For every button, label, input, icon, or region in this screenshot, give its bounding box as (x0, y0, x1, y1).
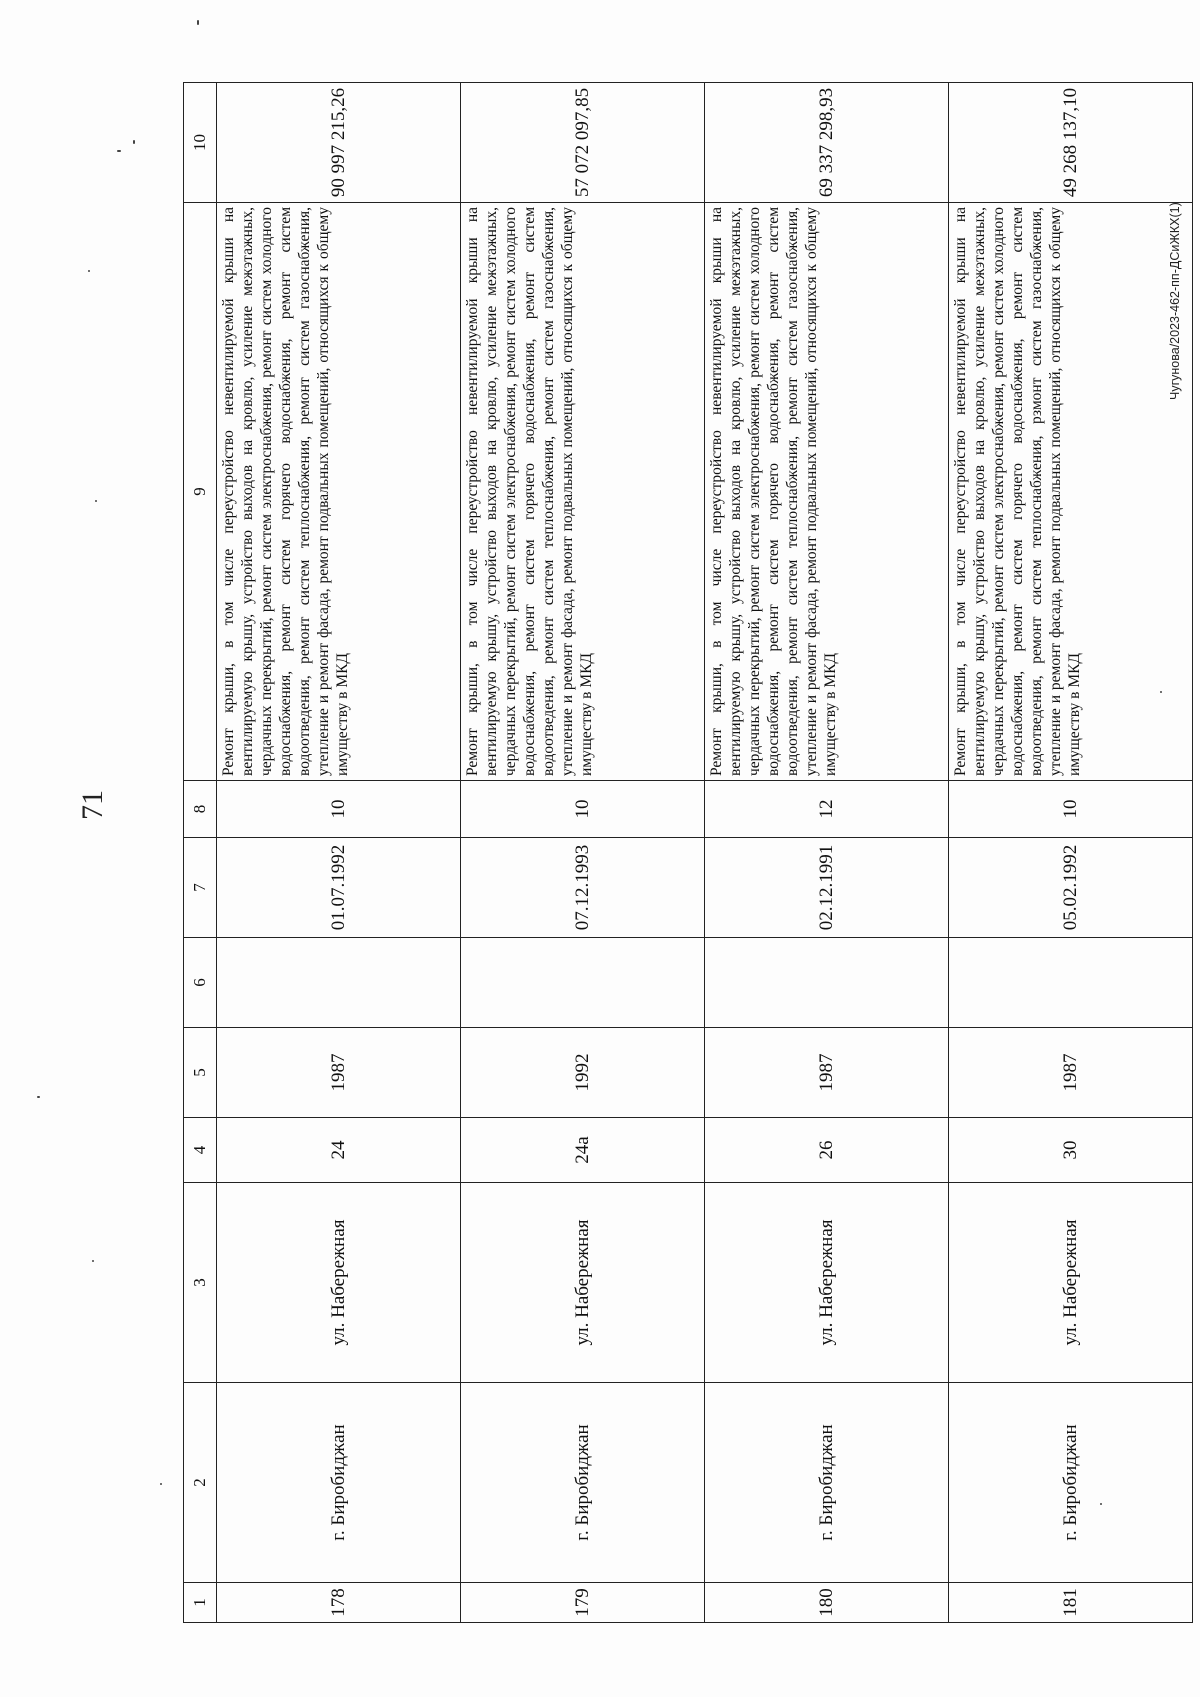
house-cell: 24а (461, 1118, 705, 1183)
document-footer: Чугунова/2023-462-пп-ДСиЖКХ(1) (1168, 202, 1182, 400)
empty-cell (461, 938, 705, 1028)
scan-speck (92, 1260, 94, 1262)
house-cell: 24 (217, 1118, 461, 1183)
col-header-1: 1 (184, 1583, 217, 1623)
street-cell: ул. Набережная (705, 1183, 949, 1383)
city-cell: г. Биробиджан (705, 1383, 949, 1583)
housing-repair-table (183, 82, 1193, 1623)
city-cell: г. Биробиджан (461, 1383, 705, 1583)
col-header-7: 7 (184, 838, 217, 938)
date-cell: 01.07.1992 (217, 838, 461, 938)
rotated-table-wrapper (183, 83, 1193, 1623)
scan-speck (117, 150, 121, 152)
scan-speck (160, 1483, 162, 1485)
col-header-3: 3 (184, 1183, 217, 1383)
row-number: 181 (949, 1583, 1193, 1623)
city-cell: г. Биробиджан (217, 1383, 461, 1583)
cost-cell: 90 997 215,26 (217, 83, 461, 203)
col-header-4: 4 (184, 1118, 217, 1183)
street-cell: ул. Набережная (461, 1183, 705, 1383)
works-cell: Ремонт крыши, в том числе переустройство невентилируемой крыши на вентилируемую крышу, устройство выходов на кровлю, усиление межэтажных, чердачных перекрытий, ремонт систем электроснабжения, ремонт систем холодного водоснабжения, ремонт систем горячего водоснабжения, ремонт систем водоотведения, ремонт систем теплоснабжения, ремонт систем газоснабжения, утепление и ремонт фасада, ремонт подвальных помещений, относящихся к общему имуществу в МКД (705, 203, 949, 781)
floors-cell: 10 (461, 781, 705, 838)
house-cell: 26 (705, 1118, 949, 1183)
floors-cell: 10 (949, 781, 1193, 838)
scan-speck (95, 500, 97, 502)
floors-cell: 12 (705, 781, 949, 838)
works-cell: Ремонт крыши, в том числе переустройство невентилируемой крыши на вентилируемую крышу, устройство выходов на кровлю, усиление межэтажных, чердачных перекрытий, ремонт систем электроснабжения, ремонт систем холодного водоснабжения, ремонт систем горячего водоснабжения, ремонт систем водоотведения, ремонт систем теплоснабжения, ремонт систем газоснабжения, утепление и ремонт фасада, ремонт подвальных помещений, относящихся к общему имуществу в МКД (461, 203, 705, 781)
year-cell: 1987 (217, 1028, 461, 1118)
row-number: 178 (217, 1583, 461, 1623)
col-header-9: 9 (184, 203, 217, 781)
empty-cell (705, 938, 949, 1028)
empty-cell (217, 938, 461, 1028)
year-cell: 1992 (461, 1028, 705, 1118)
scan-speck (1160, 691, 1162, 693)
table-row (217, 83, 461, 1623)
scan-speck (37, 1096, 40, 1098)
year-cell: 1987 (949, 1028, 1193, 1118)
house-cell: 30 (949, 1118, 1193, 1183)
table-row (705, 83, 949, 1623)
table-row (949, 83, 1193, 1623)
row-number: 179 (461, 1583, 705, 1623)
page-number: 71 (76, 790, 109, 820)
scan-speck (197, 20, 199, 25)
scan-speck (88, 270, 90, 272)
cost-cell: 49 268 137,10 (949, 83, 1193, 203)
col-header-2: 2 (184, 1383, 217, 1583)
works-cell: Ремонт крыши, в том числе переустройство невентилируемой крыши на вентилируемую крышу, устройство выходов на кровлю, усиление межэтажных, чердачных перекрытий, ремонт систем электроснабжения, ремонт систем холодного водоснабжения, ремонт систем горячего водоснабжения, ремонт систем водоотведения, ремонт систем теплоснабжения, рзмонт систем газоснабжения, утепление и ремонт фасада, ремонт подвальных помещений, относящихся к общему имуществу в МКД (949, 203, 1193, 781)
date-cell: 02.12.1991 (705, 838, 949, 938)
scan-speck (1100, 1503, 1102, 1505)
empty-cell (949, 938, 1193, 1028)
scan-speck (133, 140, 135, 144)
city-cell: г. Биробиджан (949, 1383, 1193, 1583)
floors-cell: 10 (217, 781, 461, 838)
cost-cell: 69 337 298,93 (705, 83, 949, 203)
date-cell: 07.12.1993 (461, 838, 705, 938)
col-header-6: 6 (184, 938, 217, 1028)
date-cell: 05.02.1992 (949, 838, 1193, 938)
year-cell: 1987 (705, 1028, 949, 1118)
col-header-10: 10 (184, 83, 217, 203)
row-number: 180 (705, 1583, 949, 1623)
table-row (461, 83, 705, 1623)
cost-cell: 57 072 097,85 (461, 83, 705, 203)
street-cell: ул. Набережная (217, 1183, 461, 1383)
works-cell: Ремонт крыши, в том числе переустройство невентилируемой крыши на вентилируемую крышу, устройство выходов на кровлю, усиление межэтажных, чердачных перекрытий, ремонт систем электроснабжения, ремонт систем холодного водоснабжения, ремонт систем горячего водоснабжения, ремонт систем водоотведения, ремонт систем теплоснабжения, ремонт систем газоснабжения, утепление и ремонт фасада, ремонт подвальных помещений, относящихся к общему имуществу в МКД (217, 203, 461, 781)
street-cell: ул. Набережная (949, 1183, 1193, 1383)
column-number-row (184, 83, 217, 1623)
col-header-8: 8 (184, 781, 217, 838)
col-header-5: 5 (184, 1028, 217, 1118)
